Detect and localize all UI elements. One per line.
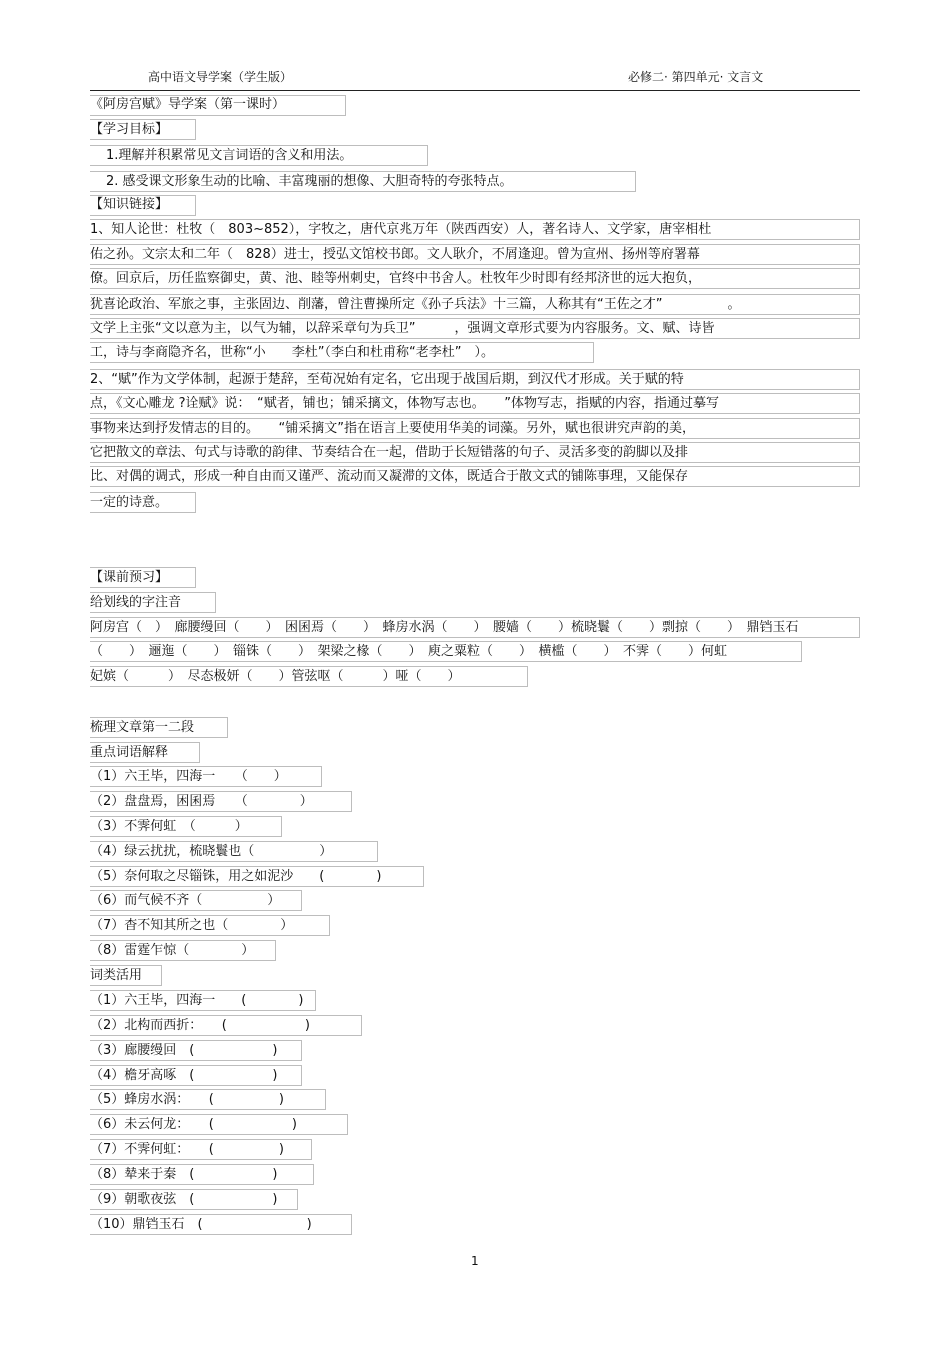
preview-line: 阿房宫（ ） 廊腰缦回（ ） 困囷焉（ ） 蜂房水涡（ ） 腰嫱（ ）梳晓鬟（ ）剽掠（ ） 鼎铛玉石: [90, 620, 799, 635]
class-heading: 词类活用: [90, 968, 143, 983]
objective-item-1: 1.理解并积累常见文言词语的含义和用法。: [106, 148, 353, 163]
knowledge-p2-line: 事物来达到抒发情志的目的。 “铺采摛文”指在语言上要使用华美的词藻。另外，赋也很讲究声韵的美，: [90, 421, 695, 436]
knowledge-p1-line: 工，诗与李商隐齐名，世称“小 李杜”（李白和杜甫称“老李杜” ）。: [90, 345, 494, 360]
header-left: 高中语文导学案（学生版）: [148, 70, 293, 84]
knowledge-p2-line: 比、对偶的调式，形成一种自由而又谨严、流动而又凝滞的文体，既适合于散文式的铺陈事理，又能保存: [90, 469, 689, 484]
class-item: （2）北构而西折： ( ): [90, 1018, 310, 1033]
vocab-item: （3）不霁何虹 （ ）: [90, 819, 248, 834]
document-title: 《阿房宫赋》导学案（第一课时）: [90, 97, 286, 112]
vocab-item: （4）绿云扰扰，梳晓鬟也（ ）: [90, 844, 333, 859]
header-rule: [90, 90, 860, 91]
knowledge-p1-line: 佑之孙。文宗太和二年（ 828）进士，授弘文馆校书郎。文人耿介，不屑逢迎。曾为宣州、扬州等府署幕: [90, 247, 700, 262]
vocab-item: （8）雷霆乍惊（ ）: [90, 943, 255, 958]
vocab-item: （1）六王毕，四海一 （ ）: [90, 769, 287, 784]
knowledge-p1-line: 1、知人论世：杜牧（ 803~852），字牧之，唐代京兆万年（陕西西安）人，著名诗人、文学家，唐宰相杜: [90, 222, 712, 237]
class-item: （3）廊腰缦回 ( ): [90, 1043, 278, 1058]
vocab-item: （2）盘盘焉，困囷焉 （ ）: [90, 794, 313, 809]
knowledge-p2-line: 它把散文的章法、句式与诗歌的韵律、节奏结合在一起，借助于长短错落的句子、灵活多变的韵脚以及排: [90, 445, 689, 460]
class-item: （10）鼎铛玉石 ( ): [90, 1217, 312, 1232]
objectives-heading: 【学习目标】: [90, 122, 169, 137]
knowledge-heading: 【知识链接】: [90, 197, 169, 212]
header-right: 必修二· 第四单元· 文言文: [628, 70, 764, 84]
class-item: （6）未云何龙： ( ): [90, 1117, 297, 1132]
vocab-heading: 重点词语解释: [90, 745, 169, 760]
section2-heading: 梳理文章第一二段: [90, 720, 195, 735]
preview-heading: 【课前预习】: [90, 570, 169, 585]
preview-subheading: 给划线的字注音: [90, 595, 182, 610]
class-item: （1）六王毕，四海一 ( ): [90, 993, 304, 1008]
class-item: （8）辇来于秦 ( ): [90, 1167, 278, 1182]
vocab-item: （6）而气候不齐（ ）: [90, 893, 281, 908]
class-item: （4）檐牙高啄 ( ): [90, 1068, 278, 1083]
class-item: （5）蜂房水涡： ( ): [90, 1092, 284, 1107]
page-number: 1: [471, 1254, 479, 1268]
vocab-item: （5）奈何取之尽锱铢，用之如泥沙 ( ): [90, 869, 382, 884]
class-item: （7）不霁何虹： ( ): [90, 1142, 284, 1157]
knowledge-p1-line: 僚。回京后，历任监察御史，黄、池、睦等州刺史，官终中书舍人。杜牧年少时即有经邦济世的远大抱负，: [90, 271, 702, 286]
preview-line: 妃嫔（ ） 尽态极妍（ ）管弦呕（ ）哑（ ）: [90, 669, 461, 684]
knowledge-p1-line: 犹喜论政治、军旅之事，主张固边、削藩，曾注曹操所定《孙子兵法》十三篇，人称其有“王佐之才” 。: [90, 297, 741, 312]
objective-item-2: 2. 感受课文形象生动的比喻、丰富瑰丽的想像、大胆奇特的夸张特点。: [106, 174, 513, 189]
knowledge-p2-line: 2、“赋”作为文学体制，起源于楚辞，至荀况始有定名，它出现于战国后期，到汉代才形成。关于赋的特: [90, 372, 684, 387]
knowledge-p2-line: 一定的诗意。: [90, 495, 169, 510]
preview-line: （ ） 逦迤（ ） 锱铢（ ） 架梁之椽（ ） 庾之粟粒（ ） 横槛（ ） 不霁（ ）何虹: [90, 644, 728, 659]
class-item: （9）朝歌夜弦 ( ): [90, 1192, 278, 1207]
knowledge-p2-line: 点，《文心雕龙 ?诠赋》说： “赋者，铺也；铺采摛文，体物写志也。 ”体物写志，指赋的内容，指通过摹写: [90, 396, 720, 411]
knowledge-p1-line: 文学上主张“文以意为主，以气为辅，以辞采章句为兵卫” ，强调文章形式要为内容服务。文、赋、诗皆: [90, 321, 715, 336]
vocab-item: （7）杳不知其所之也（ ）: [90, 918, 294, 933]
